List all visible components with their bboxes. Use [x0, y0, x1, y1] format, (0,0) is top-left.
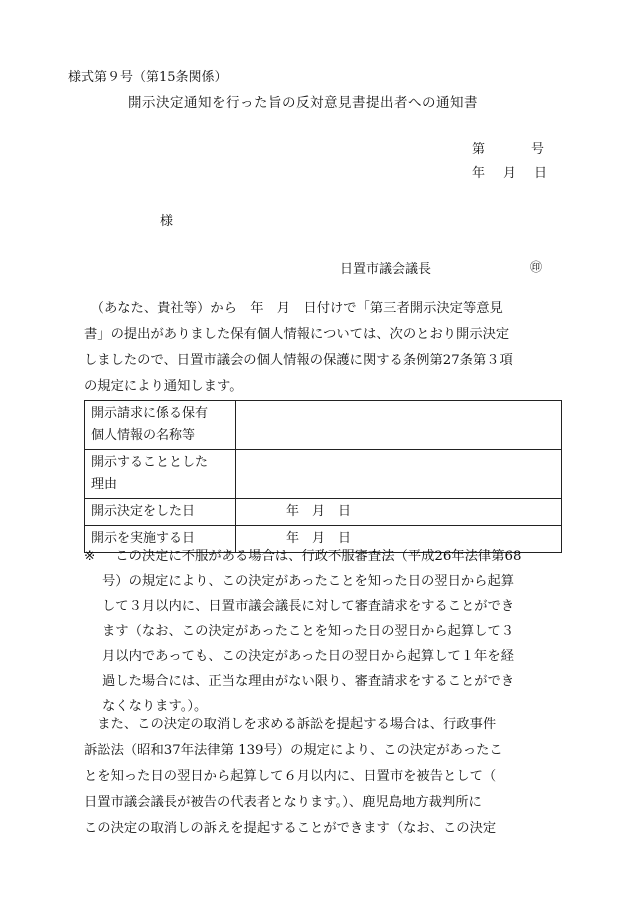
- label-line: 理由: [91, 477, 118, 492]
- appeal-note: [84, 544, 564, 719]
- table-row: [85, 450, 562, 499]
- paragraph-line: また、この決定の取消しを求める訴訟を提起する場合は、行政事件: [84, 717, 497, 732]
- addressee-suffix: 様: [160, 214, 174, 229]
- table-label: 開示を実施する日: [85, 526, 236, 553]
- form-label: 様式第９号（第15条関係）: [68, 70, 228, 85]
- table-value: [236, 401, 562, 450]
- label-line: 開示請求に係る保有: [91, 406, 209, 421]
- paragraph-line: （あなた、貴社等）から 年 月 日付けで「第三者開示決定等意見: [84, 301, 503, 316]
- date-month: 月: [503, 166, 517, 181]
- table-value: 年 月 日: [236, 499, 562, 526]
- date-year: 年: [472, 166, 486, 181]
- lawsuit-paragraph: [84, 712, 564, 842]
- document-date: [472, 162, 547, 181]
- note-line: ます（なお、この決定があったことを知った日の翌日から起算して３: [102, 624, 515, 639]
- date-day: 日: [534, 166, 548, 181]
- note-line: して３月以内に、日置市議会議長に対して審査請求をすることができ: [102, 599, 515, 614]
- paragraph-line: 訴訟法（昭和37年法律第 139号）の規定により、この決定があったこ: [84, 743, 503, 758]
- table-row: [85, 499, 562, 526]
- table-row: [85, 401, 562, 450]
- table-value: [236, 450, 562, 499]
- note-line: 月以内であっても、この決定があった日の翌日から起算して１年を経: [102, 649, 514, 664]
- number-prefix: 第: [472, 142, 486, 157]
- paragraph-line: 日置市議会議長が被告の代表者となります。）、鹿児島地方裁判所に: [84, 795, 482, 810]
- note-line: この決定に不服がある場合は、行政不服審査法（平成26年法律第68: [102, 549, 522, 564]
- table-label: [85, 401, 236, 450]
- note-line: 号）の規定により、この決定があったことを知った日の翌日から起算: [102, 574, 515, 589]
- number-suffix: 号: [531, 142, 545, 157]
- table-label: 開示決定をした日: [85, 499, 236, 526]
- document-title: 開示決定通知を行った旨の反対意見書提出者への通知書: [128, 95, 478, 111]
- paragraph-line: この決定の取消しの訴えを提起することができます（なお、この決定: [84, 821, 497, 836]
- note-line: 過した場合には、正当な理由がない限り、審査請求をすることができ: [102, 674, 515, 689]
- paragraph-line: とを知った日の翌日から起算して６月以内に、日置市を被告として（: [84, 769, 497, 784]
- document-number: [472, 138, 544, 157]
- sender-name: 日置市議会議長: [340, 262, 432, 277]
- table-label: [85, 450, 236, 499]
- note-line: なくなります。）。: [102, 699, 208, 714]
- paragraph-line: の規定により通知します。: [84, 379, 243, 394]
- disclosure-table: [84, 400, 562, 553]
- table-value: 年 月 日: [236, 526, 562, 553]
- note-mark: ※: [84, 549, 96, 564]
- seal-icon: ㊞: [530, 260, 543, 274]
- label-line: 個人情報の名称等: [91, 428, 196, 443]
- paragraph-line: 書」の提出がありました保有個人情報については、次のとおり開示決定: [84, 327, 510, 342]
- paragraph-line: しましたので、日置市議会の個人情報の保護に関する条例第27条第３項: [84, 353, 513, 368]
- label-line: 開示することとした: [91, 455, 209, 470]
- intro-paragraph: [84, 296, 564, 400]
